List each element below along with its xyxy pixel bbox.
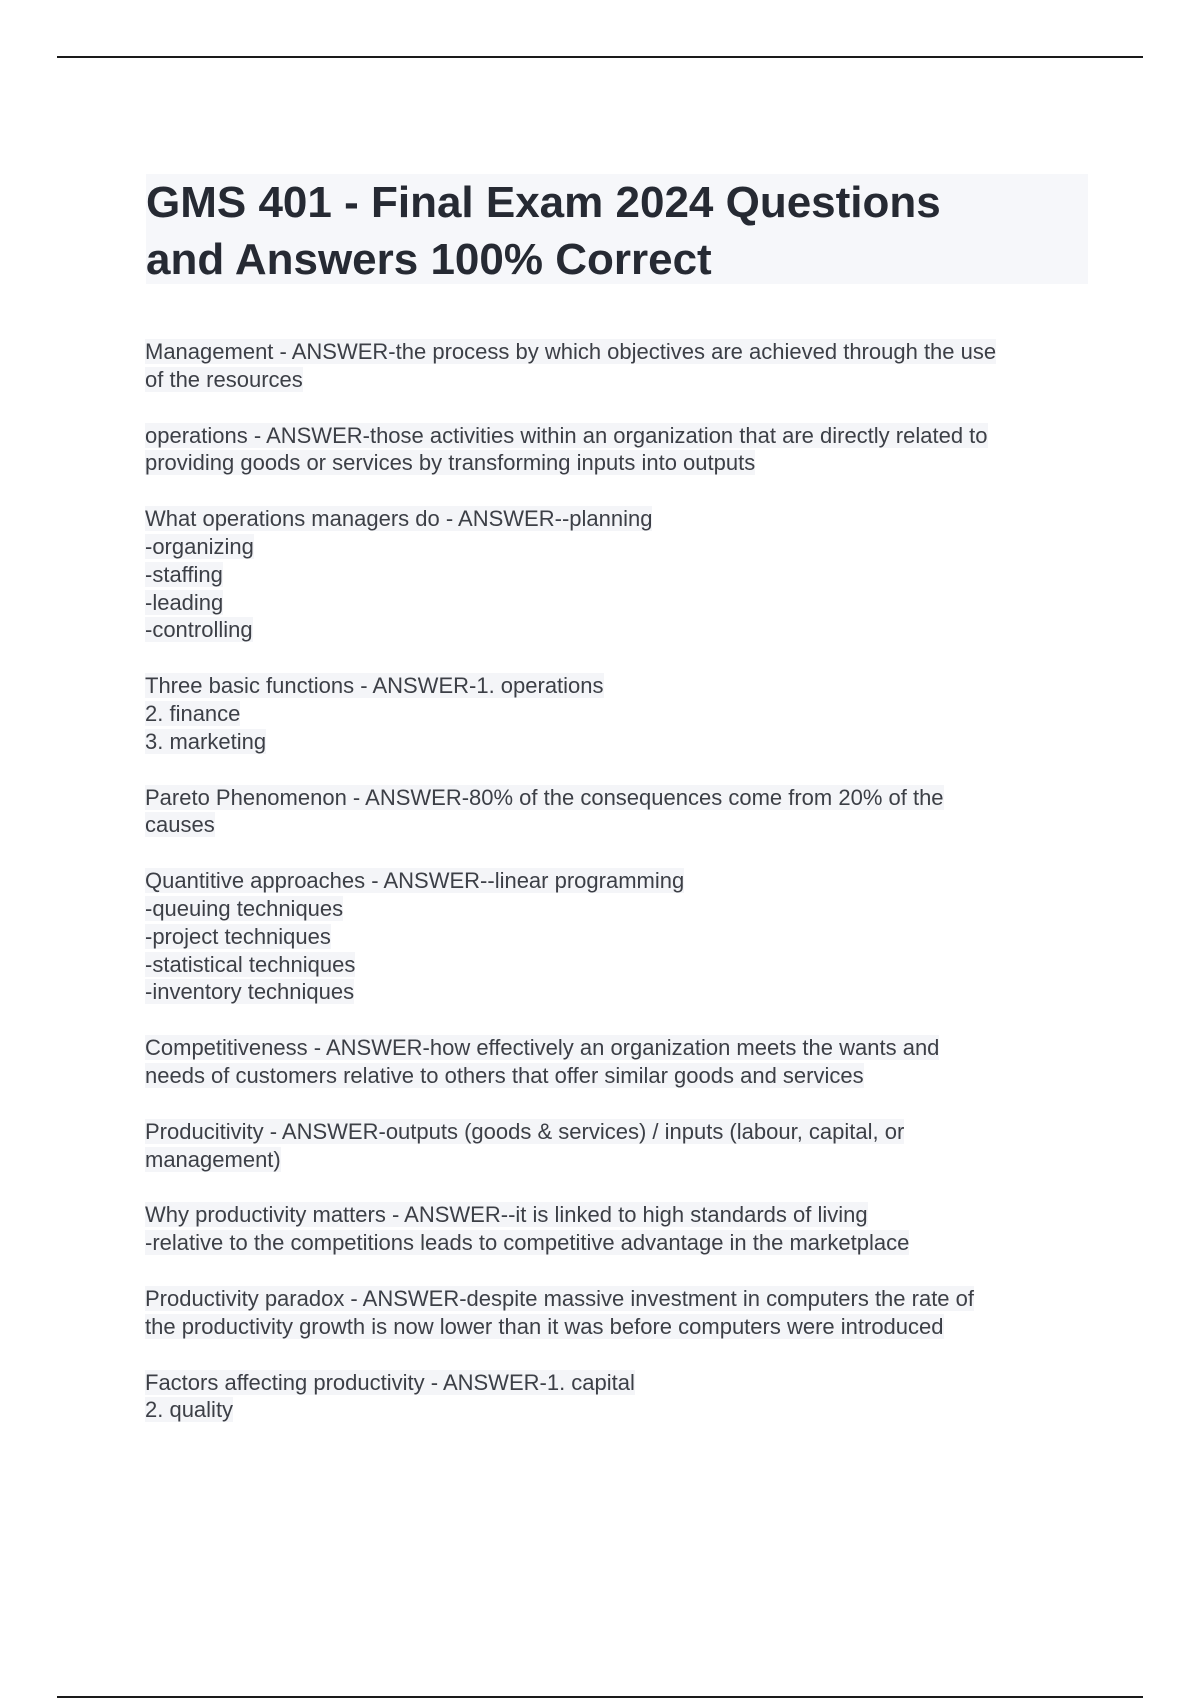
qa-line-text: Producitivity - ANSWER-outputs (goods & services) / inputs (labour, capital, or xyxy=(145,1118,905,1144)
qa-line-text: operations - ANSWER-those activities within an organization that are directly related to xyxy=(145,422,988,448)
qa-line xyxy=(145,1369,1095,1397)
qa-line-text: Management - ANSWER-the process by which objectives are achieved through the use xyxy=(145,339,997,364)
qa-item xyxy=(145,672,1095,755)
qa-item xyxy=(145,1285,1095,1341)
qa-line-text: of the resources xyxy=(145,366,303,392)
qa-line xyxy=(145,867,1095,895)
qa-line-text: Why productivity matters - ANSWER--it is linked to high standards of living xyxy=(145,1202,868,1228)
qa-line xyxy=(145,505,1095,533)
qa-line xyxy=(145,1396,1095,1424)
qa-item xyxy=(145,867,1095,1006)
qa-line-text: -project techniques xyxy=(145,923,331,949)
qa-line-text: providing goods or services by transforming inputs into outputs xyxy=(145,450,756,476)
qa-line-text: -inventory techniques xyxy=(145,979,355,1005)
qa-line xyxy=(145,1229,1095,1257)
qa-line xyxy=(145,366,1095,394)
qa-line-text: What operations managers do - ANSWER--planning xyxy=(145,506,653,532)
qa-line-text: Factors affecting productivity - ANSWER-1. capital xyxy=(145,1369,635,1395)
qa-line xyxy=(145,923,1095,951)
qa-line-text: Quantitive approaches - ANSWER--linear programming xyxy=(145,868,685,894)
qa-line xyxy=(145,1034,1095,1062)
qa-line-text: needs of customers relative to others that offer similar goods and services xyxy=(145,1062,864,1088)
qa-item xyxy=(145,1201,1095,1257)
qa-line xyxy=(145,811,1095,839)
qa-line-text: Pareto Phenomenon - ANSWER-80% of the consequences come from 20% of the xyxy=(145,784,944,810)
qa-item xyxy=(145,1369,1095,1425)
qa-line-text: causes xyxy=(145,812,215,838)
qa-line-text: -statistical techniques xyxy=(145,951,356,977)
qa-item xyxy=(145,1118,1095,1174)
qa-line xyxy=(145,728,1095,756)
qa-line xyxy=(145,700,1095,728)
qa-line-text: 2. quality xyxy=(145,1397,234,1423)
qa-line-text: -controlling xyxy=(145,617,253,643)
qa-line-text: -relative to the competitions leads to competitive advantage in the marketplace xyxy=(145,1230,910,1256)
qa-line xyxy=(145,449,1095,477)
qa-line xyxy=(145,672,1095,700)
qa-line-text: the productivity growth is now lower than it was before computers were introduced xyxy=(145,1313,944,1339)
qa-item xyxy=(145,505,1095,644)
qa-line xyxy=(145,978,1095,1006)
qa-line xyxy=(145,1118,1095,1146)
qa-line-text: 3. marketing xyxy=(145,728,267,754)
qa-line xyxy=(145,561,1095,589)
qa-item xyxy=(145,1034,1095,1090)
page-title xyxy=(146,174,1086,288)
qa-line xyxy=(145,616,1095,644)
qa-line xyxy=(145,1201,1095,1229)
qa-line-text: 2. finance xyxy=(145,700,241,726)
qa-line-text: -queuing techniques xyxy=(145,895,344,921)
qa-line-text: -organizing xyxy=(145,533,254,559)
top-divider xyxy=(57,56,1143,58)
qa-line xyxy=(145,784,1095,812)
qa-line xyxy=(145,422,1095,450)
qa-line xyxy=(145,1285,1095,1313)
title-line-2: and Answers 100% Correct xyxy=(146,235,712,284)
qa-list xyxy=(145,338,1095,1452)
qa-line xyxy=(145,1313,1095,1341)
qa-line-text: Productivity paradox - ANSWER-despite massive investment in computers the rate of xyxy=(145,1285,975,1311)
qa-line xyxy=(145,951,1095,979)
title-line-1: GMS 401 - Final Exam 2024 Questions xyxy=(146,178,941,227)
qa-item xyxy=(145,422,1095,478)
bottom-divider xyxy=(57,1696,1143,1698)
qa-line-text: Three basic functions - ANSWER-1. operations xyxy=(145,673,604,699)
qa-item xyxy=(145,784,1095,840)
qa-line-text: -leading xyxy=(145,589,224,615)
qa-line xyxy=(145,589,1095,617)
qa-line xyxy=(145,338,1095,366)
qa-line xyxy=(145,1146,1095,1174)
qa-line xyxy=(145,1062,1095,1090)
qa-line-text: Competitiveness - ANSWER-how effectively an organization meets the wants and xyxy=(145,1035,940,1061)
qa-line xyxy=(145,895,1095,923)
qa-line-text: management) xyxy=(145,1146,281,1172)
qa-line xyxy=(145,533,1095,561)
qa-line-text: -staffing xyxy=(145,561,223,587)
qa-item xyxy=(145,338,1095,394)
